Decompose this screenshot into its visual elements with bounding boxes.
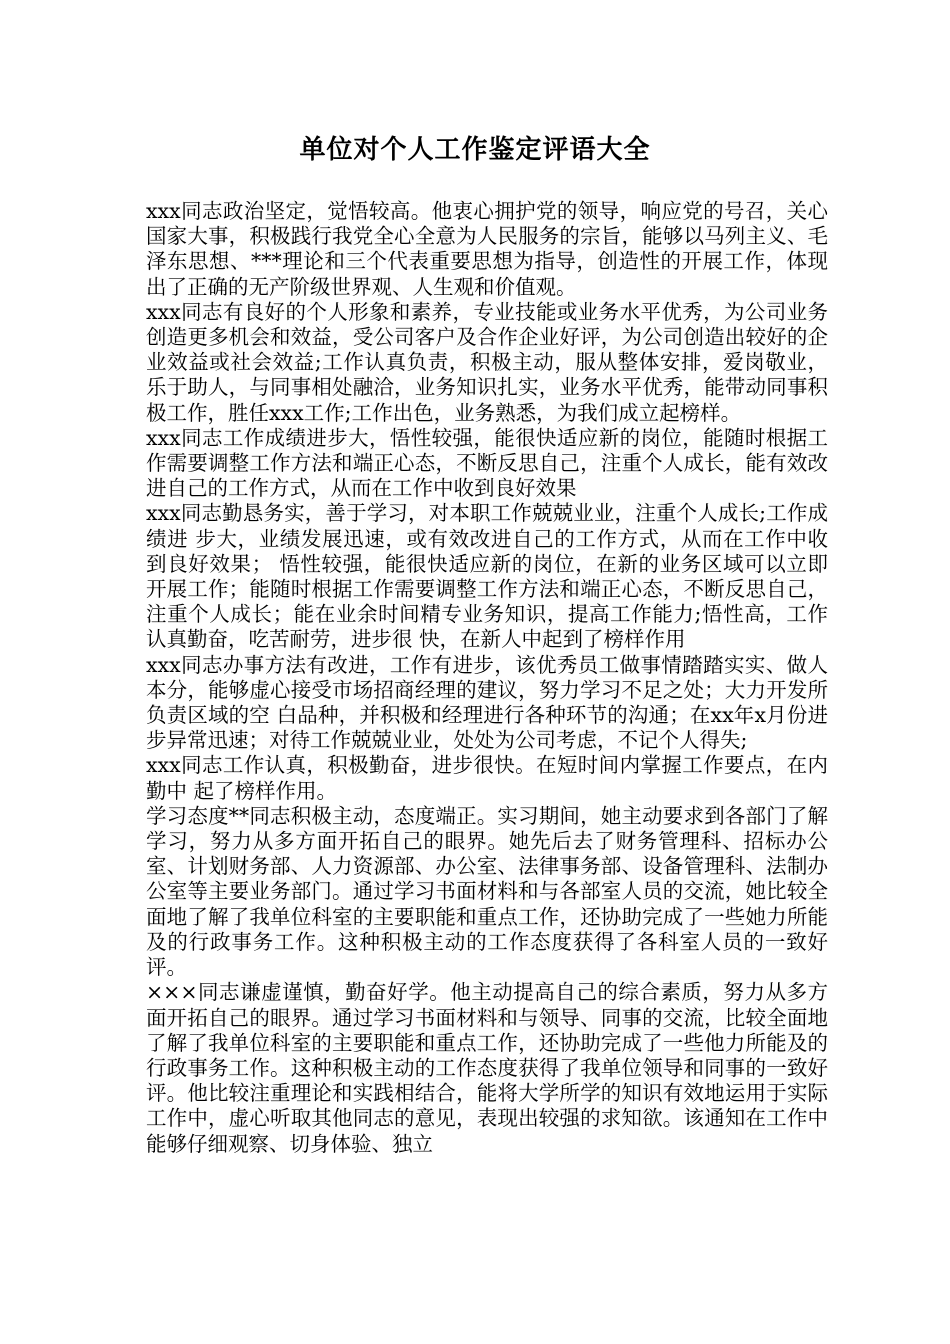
paragraph: xxx同志勤恳务实，善于学习，对本职工作兢兢业业，注重个人成长;工作成绩进 步大，业绩发展迅速，或有效改进自己的工作方式，从而在工作中收到良好效果； 悟性较强，能很快适应新的岗位，在新的业务区域可以立即开展工作；能随时根据工作需要调整工作方法和端正心态，不断反思自己，注重个人成长；能在业余时间精专业务知识，提高工作能力;悟性高，工作认真勤奋，吃苦耐劳，进步很 快，在新人中起到了榜样作用 (146, 501, 828, 652)
paragraph: 学习态度**同志积极主动，态度端正。实习期间，她主动要求到各部门了解学习，努力从多方面开拓自己的眼界。她先后去了财务管理科、招标办公室、计划财务部、人力资源部、办公室、法律事务部、设备管理科、法制办公室等主要业务部门。通过学习书面材料和与各部室人员的交流，她比较全面地了解了我单位科室的主要职能和重点工作，还协助完成了一些她力所能及的行政事务工作。这种积极主动的工作态度获得了各科室人员的一致好评。 (146, 803, 828, 980)
paragraph: xxx同志工作认真，积极勤奋，进步很快。在短时间内掌握工作要点，在内勤中 起了榜样作用。 (146, 753, 828, 803)
document-title: 单位对个人工作鉴定评语大全 (299, 135, 651, 165)
paragraph: xxx同志工作成绩进步大，悟性较强，能很快适应新的岗位，能随时根据工作需要调整工作方法和端正心态，不断反思自己，注重个人成长，能有效改进自己的工作方式，从而在工作中收到良好效果 (146, 425, 828, 501)
paragraph: xxx同志办事方法有改进，工作有进步，该优秀员工做事情踏踏实实、做人本分，能够虚心接受市场招商经理的建议，努力学习不足之处；大力开发所负责区域的空 白品种，并积极和经理进行各种环节的沟通；在xx年x月份进步异常迅速；对待工作兢兢业业，处处为公司考虑，不记个人得失; (146, 652, 828, 753)
document-body (146, 199, 828, 1157)
paragraph: ×××同志谦虚谨慎，勤奋好学。他主动提高自己的综合素质，努力从多方面开拓自己的眼界。通过学习书面材料和与领导、同事的交流，比较全面地了解了我单位科室的主要职能和重点工作，还协助完成了一些他力所能及的行政事务工作。这种积极主动的工作态度获得了我单位领导和同事的一致好评。他比较注重理论和实践相结合，能将大学所学的知识有效地运用于实际工作中，虚心听取其他同志的意见，表现出较强的求知欲。该通知在工作中能够仔细观察、切身体验、独立 (146, 980, 828, 1156)
paragraph: xxx同志有良好的个人形象和素养，专业技能或业务水平优秀，为公司业务创造更多机会和效益，受公司客户及合作企业好评，为公司创造出较好的企业效益或社会效益;工作认真负责，积极主动，服从整体安排，爱岗敬业，乐于助人，与同事相处融洽，业务知识扎实，业务水平优秀，能带动同事积极工作，胜任xxx工作;工作出色，业务熟悉，为我们成立起榜样。 (146, 299, 828, 425)
paragraph: xxx同志政治坚定，觉悟较高。他衷心拥护党的领导，响应党的号召，关心国家大事，积极践行我党全心全意为人民服务的宗旨，能够以马列主义、毛泽东思想、***理论和三个代表重要思想为指导，创造性的开展工作，体现出了正确的无产阶级世界观、人生观和价值观。 (146, 199, 828, 299)
